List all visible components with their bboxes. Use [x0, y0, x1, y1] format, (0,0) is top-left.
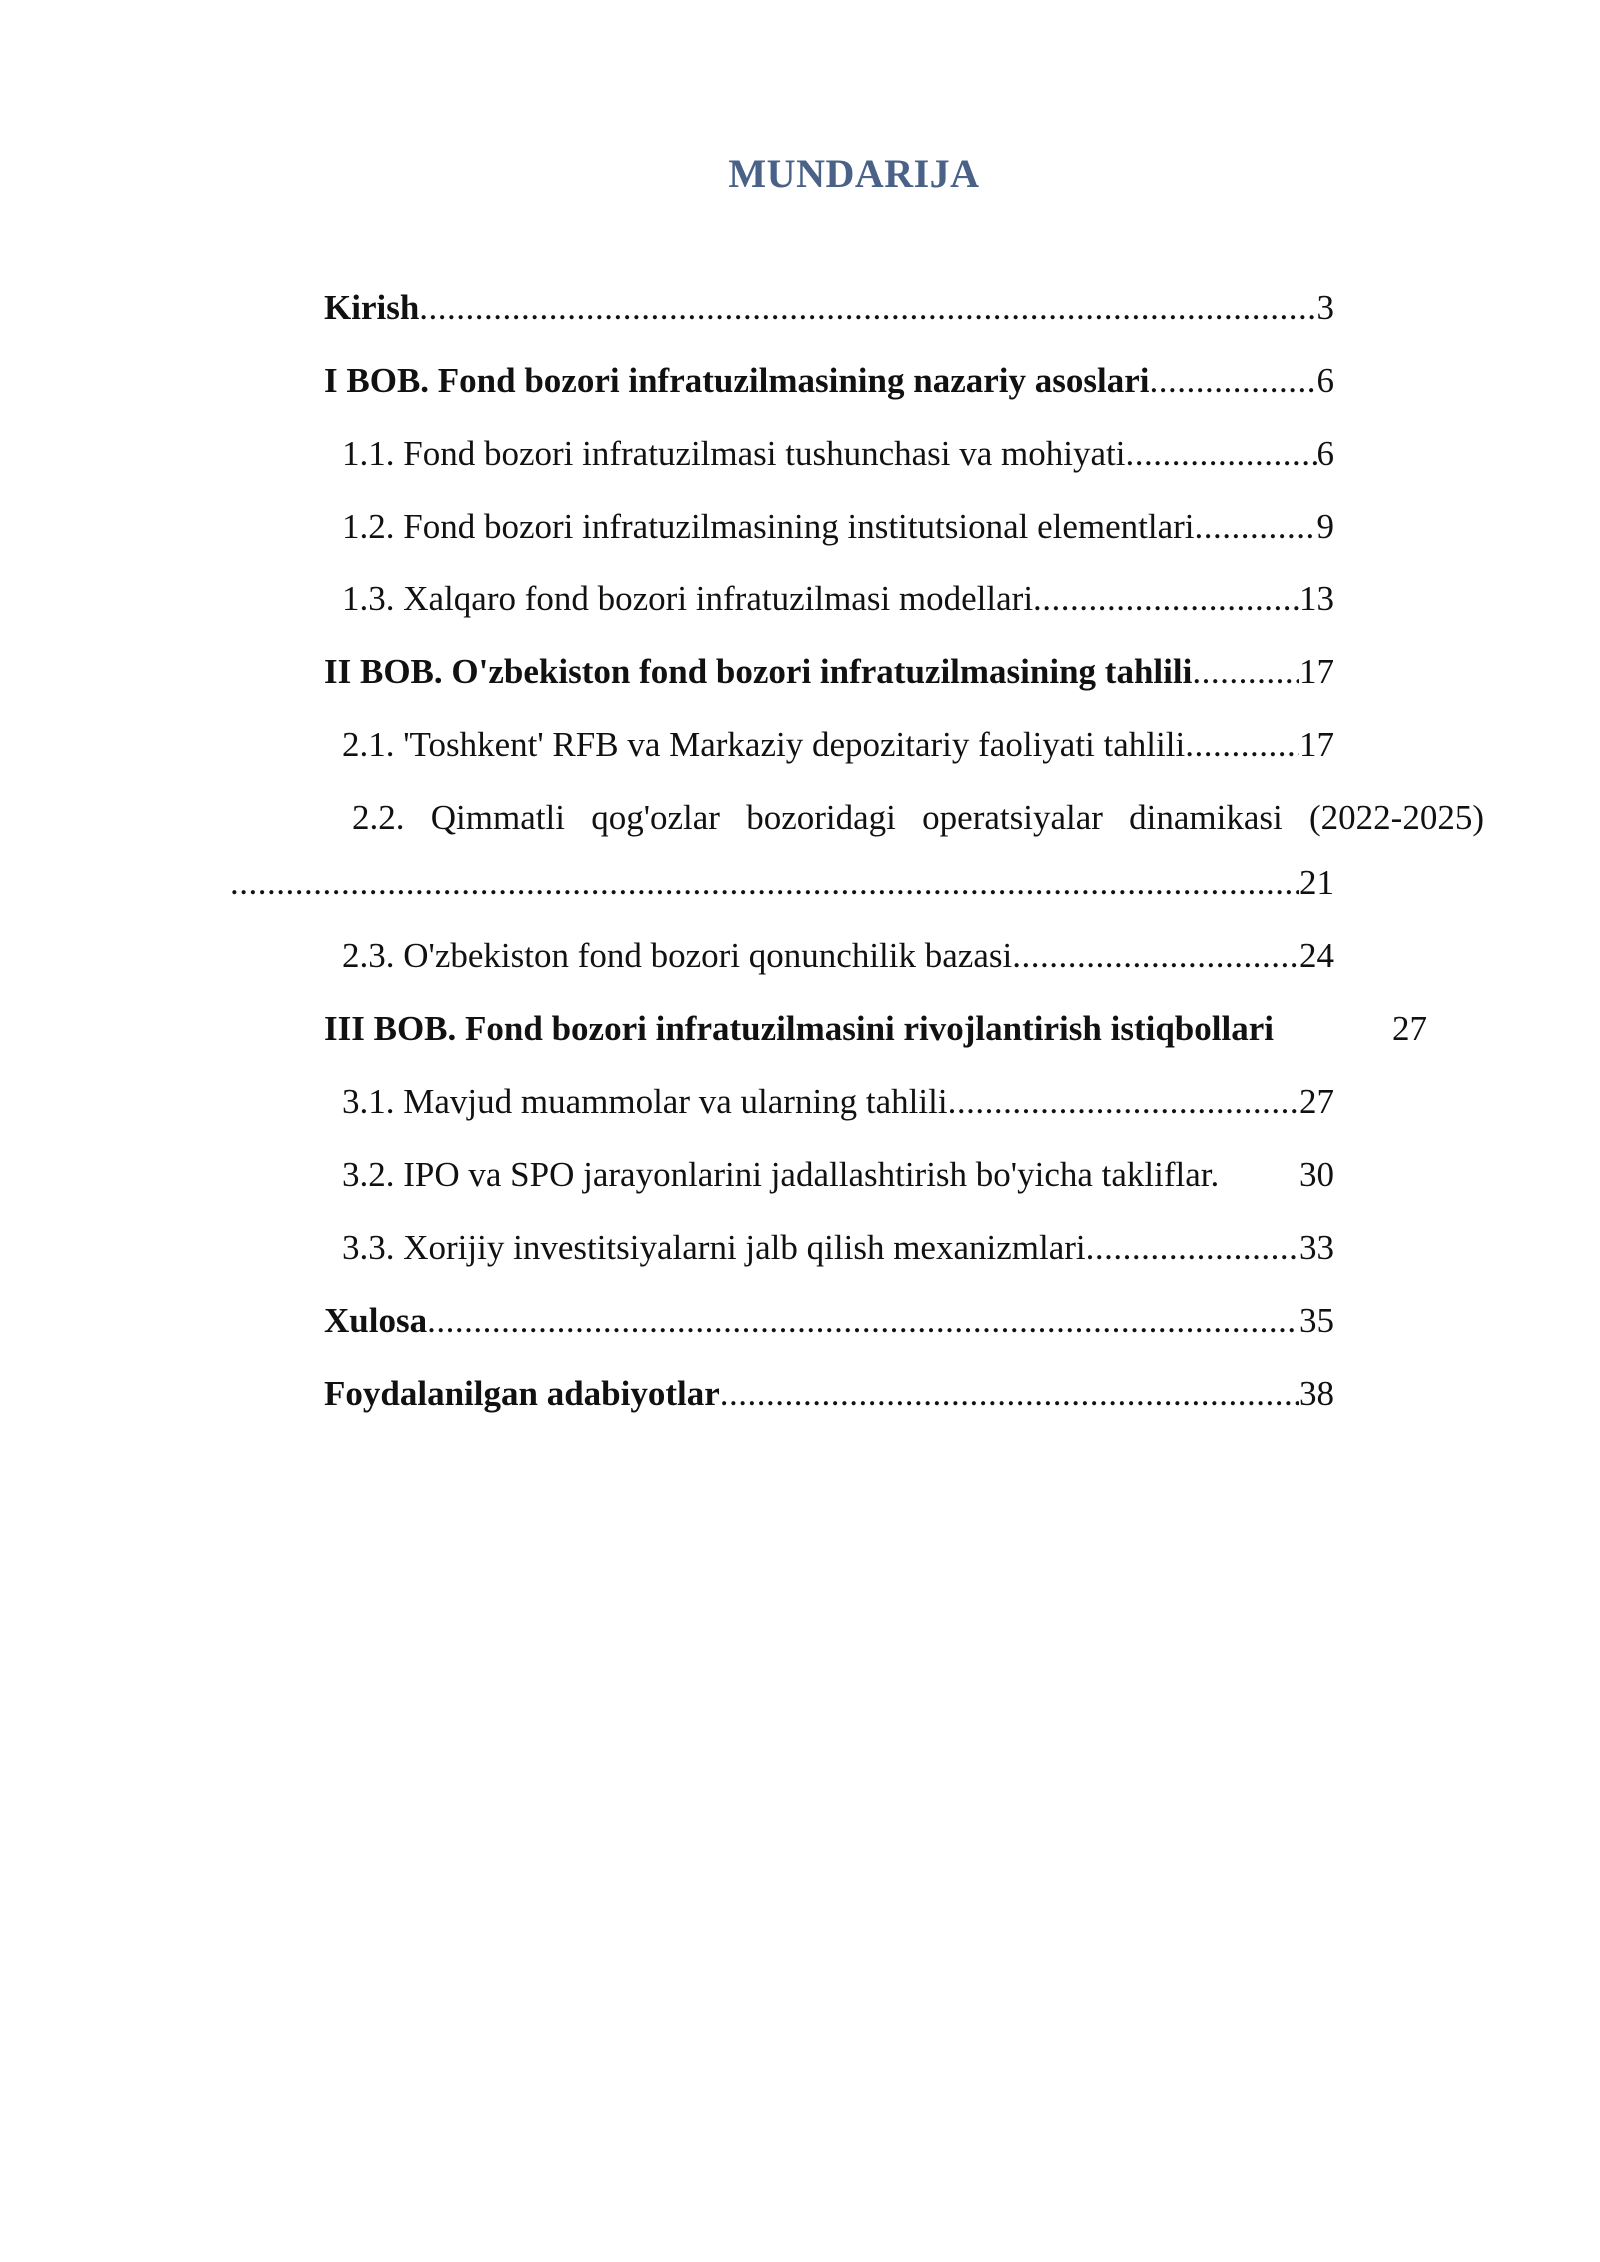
toc-entry-section-2-2-continuation[interactable]	[230, 861, 1334, 905]
toc-entry-label: 1.1. Fond bozori infratuzilmasi tushunchasi va mohiyati	[342, 434, 1126, 473]
toc-page-number: 13	[1299, 579, 1334, 618]
dot-leader	[427, 1299, 1299, 1343]
toc-page-number: 17	[1299, 725, 1334, 764]
toc-page-number: 17	[1299, 652, 1334, 691]
toc-page-number: 35	[1299, 1301, 1334, 1340]
dot-leader	[419, 286, 1316, 330]
toc-entry-section-1-1[interactable]	[342, 432, 1334, 476]
toc-entry-chapter-1[interactable]	[324, 359, 1334, 403]
toc-page-number: 9	[1316, 507, 1334, 546]
toc-page-number: 24	[1299, 936, 1334, 975]
dot-leader	[1012, 934, 1299, 978]
toc-entry-bibliography[interactable]	[324, 1372, 1334, 1416]
toc-entry-label: 3.2. IPO va SPO jarayonlarini jadallashtirish bo'yicha takliflar.	[342, 1155, 1220, 1194]
toc-entry-section-3-1[interactable]	[342, 1080, 1334, 1124]
toc-entry-section-1-2[interactable]	[342, 505, 1334, 549]
toc-entry-label: II BOB. O'zbekiston fond bozori infratuzilmasining tahlili	[324, 652, 1193, 691]
toc-entry-label: Xulosa	[324, 1301, 428, 1340]
page-title: MUNDARIJA	[728, 151, 980, 196]
toc-page-number: 33	[1299, 1228, 1334, 1267]
toc-entry-section-3-3[interactable]	[342, 1226, 1334, 1270]
dot-leader	[720, 1372, 1299, 1416]
toc-entry-section-3-2[interactable]	[342, 1153, 1334, 1197]
dot-leader	[1185, 723, 1299, 767]
toc-entry-chapter-3[interactable]	[324, 1007, 1427, 1051]
toc-entry-kirish[interactable]	[324, 286, 1334, 330]
toc-entry-xulosa[interactable]	[324, 1299, 1334, 1343]
toc-page-number: 27	[1299, 1082, 1334, 1121]
toc-page-number: 6	[1316, 434, 1334, 473]
toc-entry-label: 1.2. Fond bozori infratuzilmasining institutsional elementlari	[342, 507, 1195, 546]
toc-page-number: 38	[1299, 1374, 1334, 1413]
toc-entry-section-2-1[interactable]	[342, 723, 1334, 767]
dot-leader	[1192, 650, 1299, 694]
toc-entry-label: 2.1. 'Toshkent' RFB va Markaziy depozitariy faoliyati tahlili	[342, 725, 1186, 764]
toc-entry-label: Kirish	[324, 288, 420, 327]
toc-entry-label: 2.3. O'zbekiston fond bozori qonunchilik bazasi	[342, 936, 1013, 975]
dot-leader	[1086, 1226, 1299, 1270]
toc-entry-label: 1.3. Xalqaro fond bozori infratuzilmasi modellari	[342, 579, 1034, 618]
toc-entry-label: 3.3. Xorijiy investitsiyalarni jalb qilish mexanizmlari	[342, 1228, 1086, 1267]
toc-entry-label: 3.1. Mavjud muammolar va ularning tahlili	[342, 1082, 948, 1121]
toc-page-number: 3	[1316, 288, 1334, 327]
dot-leader	[1033, 577, 1299, 621]
dot-leader	[1149, 359, 1316, 403]
toc-entry-label: Foydalanilgan adabiyotlar	[324, 1374, 720, 1413]
toc-page-number: 6	[1316, 361, 1334, 400]
toc-page-number: 27	[1392, 1009, 1427, 1048]
toc-entry-label: III BOB. Fond bozori infratuzilmasini rivojlantirish istiqbollari	[324, 1009, 1274, 1048]
dot-leader	[1125, 432, 1316, 476]
toc-entry-section-2-3[interactable]	[342, 934, 1334, 978]
toc-entry-label: 2.2. Qimmatli qog'ozlar bozoridagi operatsiyalar dinamikasi (2022-2025)	[352, 798, 1484, 837]
dot-leader	[948, 1080, 1299, 1124]
dot-leader	[230, 861, 1299, 905]
toc-entry-chapter-2[interactable]	[324, 650, 1334, 694]
dot-leader	[1195, 505, 1317, 549]
toc-entry-section-2-2[interactable]	[352, 796, 1484, 840]
toc-entry-section-1-3[interactable]	[342, 577, 1334, 621]
toc-page-number: 30	[1299, 1155, 1334, 1194]
toc-page-number: 21	[1299, 863, 1334, 902]
toc-entry-label: I BOB. Fond bozori infratuzilmasining nazariy asoslari	[324, 361, 1150, 400]
